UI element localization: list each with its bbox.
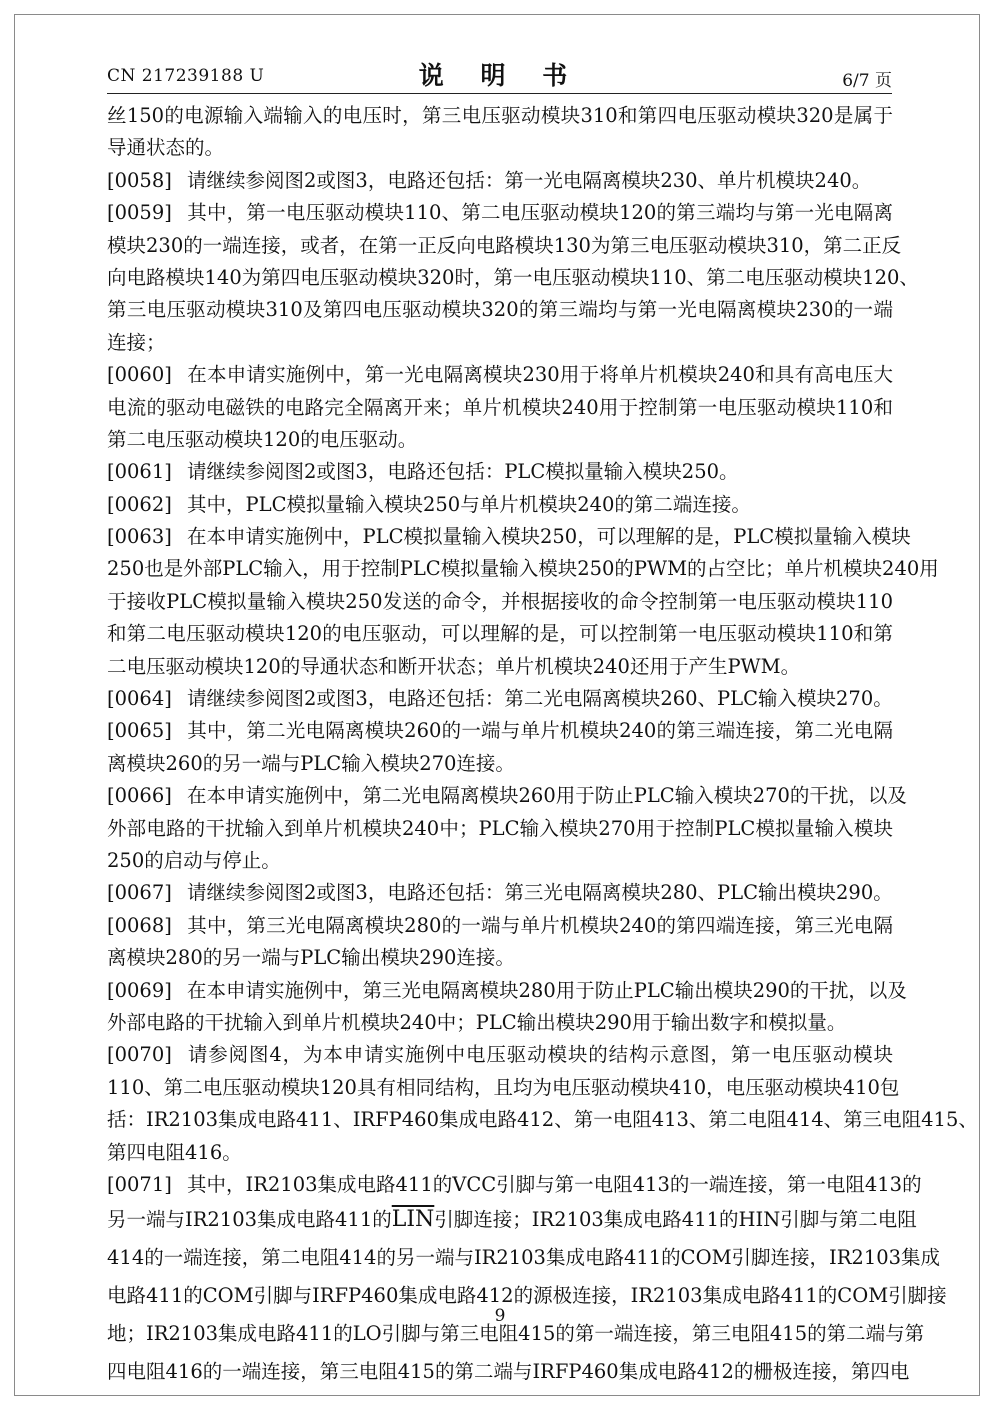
paragraph-number: [0066]	[107, 784, 172, 808]
text-line	[107, 586, 893, 618]
line-text: 向电路模块140为第四电压驱动模块320时，第一电压驱动模块110、第二电压驱动模块120、	[107, 265, 919, 289]
text-line	[107, 1072, 900, 1104]
line-text: 其中，第一电压驱动模块110、第二电压驱动模块120的第三端均与第一光电隔离	[187, 201, 893, 225]
document-number: CN 217239188 U	[107, 66, 265, 86]
text-line	[107, 197, 893, 229]
text-line: 414的一端连接，第二电阻414的另一端与IR2103集成电路411的COM引脚连接，IR2103集成	[107, 1246, 941, 1270]
text-line	[107, 1137, 893, 1169]
text-line	[107, 975, 907, 1007]
paragraph-number: [0068]	[107, 913, 172, 937]
line-text: 请继续参阅图2或图3，电路还包括：第二光电隔离模块260、PLC输入模块270。	[187, 687, 893, 711]
line-text: 250也是外部PLC输入，用于控制PLC模拟量输入模块250的PWM的占空比；单片机模块240用	[107, 557, 939, 581]
paragraph-number: [0067]	[107, 881, 172, 905]
text-line: 四电阻416的一端连接，第三电阻415的第二端与IRFP460集成电路412的栅极连接，第四电	[107, 1360, 910, 1384]
text-line	[107, 877, 893, 909]
line-text: 离模块260的另一端与PLC输入模块270连接。	[107, 751, 515, 775]
paragraph-number: [0059]	[107, 201, 172, 225]
page-number: 9	[494, 1306, 506, 1326]
text-line	[107, 230, 902, 262]
text-line	[107, 1104, 978, 1136]
line-text: 丝150的电源输入端输入的电压时，第三电压驱动模块310和第四电压驱动模块320是属于	[107, 104, 893, 127]
line-text: 请继续参阅图2或图3，电路还包括：PLC模拟量输入模块250。	[187, 460, 739, 484]
line-text: 电流的驱动电磁铁的电路完全隔离开来；单片机模块240用于控制第一电压驱动模块110和	[107, 395, 893, 419]
line-text: 在本申请实施例中，PLC模拟量输入模块250，可以理解的是，PLC模拟量输入模块	[187, 525, 911, 549]
text-line	[107, 715, 893, 747]
line-text: 请继续参阅图2或图3，电路还包括：第一光电隔离模块230、单片机模块240。	[187, 168, 872, 192]
overlined-pin-name: $\overline{LIN}$	[391, 1207, 435, 1233]
line-text: 在本申请实施例中，第三光电隔离模块280用于防止PLC输出模块290的干扰，以及	[187, 978, 907, 1002]
line-text: 其中，第三光电隔离模块280的一端与单片机模块240的第四端连接，第三光电隔	[187, 913, 893, 937]
description-body	[107, 100, 978, 1391]
text-line	[107, 521, 911, 553]
text-line	[107, 1039, 893, 1071]
paragraph-number: [0058]	[107, 168, 172, 192]
page-indicator: 6/7 页	[842, 71, 892, 91]
line-text: 第三电压驱动模块310及第四电压驱动模块320的第三端均与第一光电隔离模块230的一端	[107, 298, 893, 322]
line-text: 模块230的一端连接，或者，在第一正反向电路模块130为第三电压驱动模块310，第二正反	[107, 233, 902, 257]
text-line	[107, 1169, 922, 1201]
paragraph-number: [0062]	[107, 492, 172, 516]
paragraph-number: [0064]	[107, 687, 172, 711]
line-text-after: 引脚连接；IR2103集成电路411的HIN引脚与第二电阻	[434, 1208, 917, 1232]
text-line	[107, 910, 893, 942]
text-line: 地；IR2103集成电路411的LO引脚与第三电阻415的第一端连接，第三电阻415的第二端与第	[107, 1322, 925, 1346]
line-text: 其中，PLC模拟量输入模块250与单片机模块240的第二端连接。	[187, 492, 751, 516]
text-line	[107, 294, 893, 326]
text-line	[107, 165, 893, 197]
text-line	[107, 1007, 893, 1039]
text-line	[107, 132, 893, 164]
paragraph-number: [0069]	[107, 978, 172, 1002]
text-line	[107, 942, 893, 974]
line-text: 离模块280的另一端与PLC输出模块290连接。	[107, 946, 515, 970]
paragraph-number: [0061]	[107, 460, 172, 484]
text-line	[107, 489, 893, 521]
line-text: 第四电阻416。	[107, 1140, 242, 1164]
text-line	[107, 424, 893, 456]
paragraph-number: [0063]	[107, 525, 172, 549]
text-line-overline	[107, 1201, 917, 1239]
line-text: 外部电路的干扰输入到单片机模块240中；PLC输入模块270用于控制PLC模拟量输入模块	[107, 816, 893, 840]
line-text: 第二电压驱动模块120的电压驱动。	[107, 427, 418, 451]
line-text: 其中，IR2103集成电路411的VCC引脚与第一电阻413的一端连接，第一电阻413的	[187, 1172, 922, 1196]
header-rule	[107, 93, 892, 94]
text-line	[107, 748, 893, 780]
line-text: 250的启动与停止。	[107, 848, 281, 872]
text-line	[107, 553, 939, 585]
text-line: 电路411的COM引脚与IRFP460集成电路412的源极连接，IR2103集成电路411的COM引脚接	[107, 1284, 947, 1308]
text-line	[107, 392, 893, 424]
line-text: 在本申请实施例中，第一光电隔离模块230用于将单片机模块240和具有高电压大	[187, 363, 893, 387]
paragraph-number: [0070]	[107, 1043, 172, 1067]
text-line	[107, 262, 919, 294]
line-text: 于接收PLC模拟量输入模块250发送的命令，并根据接收的命令控制第一电压驱动模块110	[107, 589, 893, 613]
text-line	[107, 845, 893, 877]
line-text-before: 另一端与IR2103集成电路411的	[107, 1208, 392, 1232]
text-line	[107, 813, 893, 845]
line-text: 二电压驱动模块120的导通状态和断开状态；单片机模块240还用于产生PWM。	[107, 654, 801, 678]
line-text: 括：IR2103集成电路411、IRFP460集成电路412、第一电阻413、第二电阻414、第三电阻415、	[107, 1108, 978, 1132]
line-text: 其中，第二光电隔离模块260的一端与单片机模块240的第三端连接，第二光电隔	[187, 719, 893, 743]
line-text: 在本申请实施例中，第二光电隔离模块260用于防止PLC输入模块270的干扰，以及	[187, 784, 907, 808]
text-line	[107, 780, 907, 812]
line-text: 请继续参阅图2或图3，电路还包括：第三光电隔离模块280、PLC输出模块290。	[187, 881, 893, 905]
line-text: 外部电路的干扰输入到单片机模块240中；PLC输出模块290用于输出数字和模拟量。	[107, 1010, 847, 1034]
text-line	[107, 327, 893, 359]
text-line	[107, 100, 893, 132]
paragraph-lines	[107, 100, 978, 1201]
text-line	[107, 359, 893, 391]
line-text: 导通状态的。	[107, 136, 225, 160]
text-line	[107, 456, 893, 488]
line-text: 110、第二电压驱动模块120具有相同结构，且均为电压驱动模块410，电压驱动模块410包	[107, 1075, 900, 1099]
paragraph-number: [0065]	[107, 719, 172, 743]
paragraph-number: [0060]	[107, 363, 172, 387]
page-title: 说 明 书	[418, 61, 582, 90]
line-text: 和第二电压驱动模块120的电压驱动，可以理解的是，可以控制第一电压驱动模块110和第	[107, 622, 893, 646]
line-text: 连接；	[107, 330, 166, 354]
text-line	[107, 651, 893, 683]
line-text: 请参阅图4，为本申请实施例中电压驱动模块的结构示意图，第一电压驱动模块	[187, 1043, 893, 1067]
paragraph-number: [0071]	[107, 1172, 172, 1196]
text-line	[107, 683, 893, 715]
text-line	[107, 618, 893, 650]
